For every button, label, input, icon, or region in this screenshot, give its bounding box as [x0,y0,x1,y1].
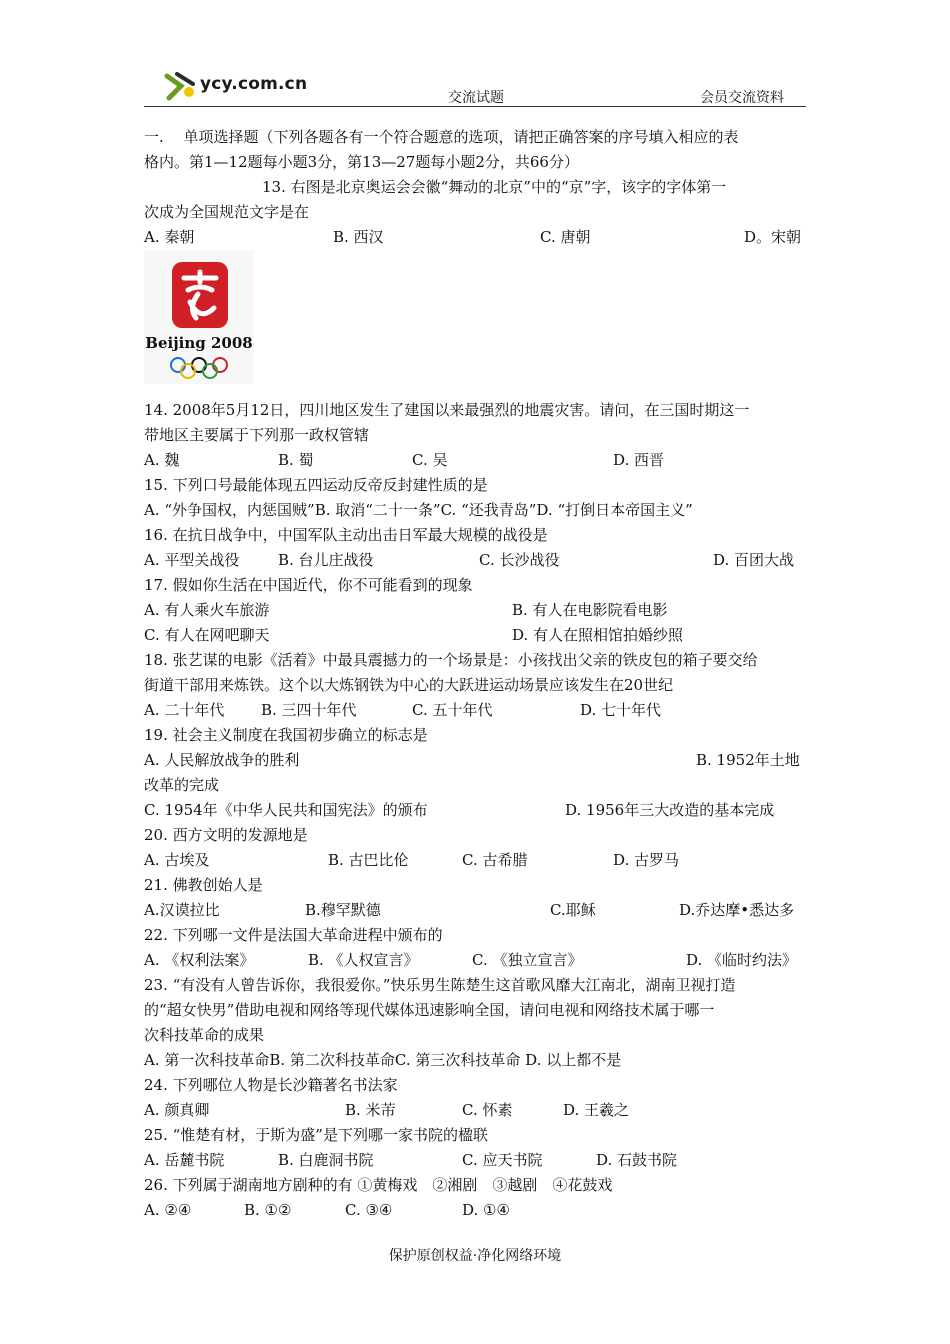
q21-option-c: C.耶稣 [550,901,596,919]
q20-stem: 20. 西方文明的发源地是 [144,826,308,844]
q25-option-a: A. 岳麓书院 [144,1151,225,1169]
q23-stem-line3: 次科技革命的成果 [144,1026,265,1044]
page-footer: 保护原创权益·净化网络环境 [388,1248,562,1264]
q14-option-a: A. 魏 [144,451,180,469]
q22-stem: 22. 下列哪一文件是法国大革命进程中颁布的 [144,926,443,944]
q21-option-d: D.乔达摩•悉达多 [679,901,795,919]
q22-option-a: A. 《权利法案》 [144,951,255,969]
q25-option-b: B. 白鹿洞书院 [278,1151,374,1169]
q26-option-a: A. ②④ [144,1201,192,1219]
q15-stem: 15. 下列口号最能体现五四运动反帝反封建性质的是 [144,476,488,494]
q20-option-a: A. 古埃及 [144,851,210,869]
q26-stem: 26. 下列属于湖南地方剧种的有 ①黄梅戏 ②湘剧 ③越剧 ④花鼓戏 [144,1176,613,1194]
q18-stem-line2: 街道干部用来炼铁。这个以大炼钢铁为中心的大跃进运动场景应该发生在20世纪 [144,676,674,694]
q19-option-c: C. 1954年《中华人民共和国宪法》的颁布 [144,801,428,819]
site-logo-text: ycy.com.cn [200,74,308,94]
q16-option-c: C. 长沙战役 [479,551,560,569]
q19-option-b-continued: 改革的完成 [144,776,220,794]
q16-stem: 16. 在抗日战争中，中国军队主动出击日军最大规模的战役是 [144,526,548,544]
q24-option-c: C. 怀素 [462,1101,513,1119]
q13-stem-line2: 次成为全国规范文字是在 [144,203,310,221]
q14-option-c: C. 吴 [412,451,448,469]
q25-stem: 25. “惟楚有材，于斯为盛”是下列哪一家书院的楹联 [144,1126,488,1144]
q16-option-b: B. 台儿庄战役 [278,551,374,569]
q13-option-c: C. 唐朝 [540,228,591,246]
q13-option-b: B. 西汉 [333,228,384,246]
q19-stem: 19. 社会主义制度在我国初步确立的标志是 [144,726,428,744]
q24-option-b: B. 米芾 [345,1101,396,1119]
q21-option-b: B.穆罕默德 [305,901,381,919]
q24-option-d: D. 王羲之 [563,1101,630,1119]
q20-option-b: B. 古巴比伦 [328,851,409,869]
q21-stem: 21. 佛教创始人是 [144,876,263,894]
q23-stem-line2: 的“超女快男”借助电视和网络等现代媒体迅速影响全国，请问电视和网络技术属于哪一 [144,1001,715,1019]
q18-option-c: C. 五十年代 [412,701,493,719]
q13-option-a: A. 秦朝 [144,228,195,246]
q22-option-b: B. 《人权宣言》 [308,951,419,969]
q19-option-a: A. 人民解放战争的胜利 [144,751,300,769]
header-divider [144,106,806,107]
header-center-label: 交流试题 [448,90,504,106]
q17-option-b: B. 有人在电影院看电影 [512,601,668,619]
site-logo-icon [163,70,203,102]
q15-options: A. “外争国权，内惩国贼”B. 取消“二十一条”C. “还我青岛”D. “打倒日本帝国主义” [144,501,693,519]
q20-option-c: C. 古希腊 [462,851,528,869]
olympic-emblem-image [144,250,254,384]
q22-option-c: C. 《独立宣言》 [472,951,583,969]
q17-option-a: A. 有人乘火车旅游 [144,601,270,619]
q25-option-d: D. 石鼓书院 [596,1151,678,1169]
section-intro-line1: 一. 单项选择题（下列各题各有一个符合题意的选项，请把正确答案的序号填入相应的表 [144,128,739,146]
q18-option-b: B. 三四十年代 [261,701,357,719]
q23-stem-line1: 23. “有没有人曾告诉你，我很爱你。”快乐男生陈楚生这首歌风靡大江南北，湖南卫视打造 [144,976,736,994]
q26-option-b: B. ①② [244,1201,292,1219]
q18-stem-line1: 18. 张艺谋的电影《活着》中最具震撼力的一个场景是：小孩找出父亲的铁皮包的箱子要交给 [144,651,758,669]
q13-option-d: D。宋朝 [744,228,802,246]
q16-option-d: D. 百团大战 [713,551,795,569]
q25-option-c: C. 应天书院 [462,1151,543,1169]
q24-option-a: A. 颜真卿 [144,1101,210,1119]
olympic-emblem-icon [144,250,254,384]
q14-option-b: B. 蜀 [278,451,314,469]
q22-option-d: D. 《临时约法》 [686,951,798,969]
q17-stem: 17. 假如你生活在中国近代，你不可能看到的现象 [144,576,473,594]
section-intro-line2: 格内。第1—12题每小题3分，第13—27题每小题2分，共66分） [144,153,579,171]
q26-option-c: C. ③④ [345,1201,393,1219]
q20-option-d: D. 古罗马 [613,851,680,869]
emblem-caption: Beijing 2008 [145,334,253,352]
header-right-label: 会员交流资料 [700,90,784,106]
q17-option-d: D. 有人在照相馆拍婚纱照 [512,626,684,644]
q14-stem-line2: 带地区主要属于下列那一政权管辖 [144,426,370,444]
q17-option-c: C. 有人在网吧聊天 [144,626,270,644]
q26-option-d: D. ①④ [462,1201,510,1219]
q18-option-a: A. 二十年代 [144,701,225,719]
q13-stem-line1: 13. 右图是北京奥运会会徽“舞动的北京”中的“京”字，该字的字体第一 [262,178,727,196]
q18-option-d: D. 七十年代 [580,701,662,719]
q14-stem-line1: 14. 2008年5月12日，四川地区发生了建国以来最强烈的地震灾害。请问，在三国时期这一 [144,401,750,419]
q23-options: A. 第一次科技革命B. 第二次科技革命C. 第三次科技革命 D. 以上都不是 [144,1051,622,1069]
q19-option-d: D. 1956年三大改造的基本完成 [565,801,775,819]
q24-stem: 24. 下列哪位人物是长沙籍著名书法家 [144,1076,398,1094]
q21-option-a: A.汉谟拉比 [144,901,220,919]
q14-option-d: D. 西晋 [613,451,665,469]
q16-option-a: A. 平型关战役 [144,551,240,569]
q19-option-b: B. 1952年土地 [696,751,800,769]
